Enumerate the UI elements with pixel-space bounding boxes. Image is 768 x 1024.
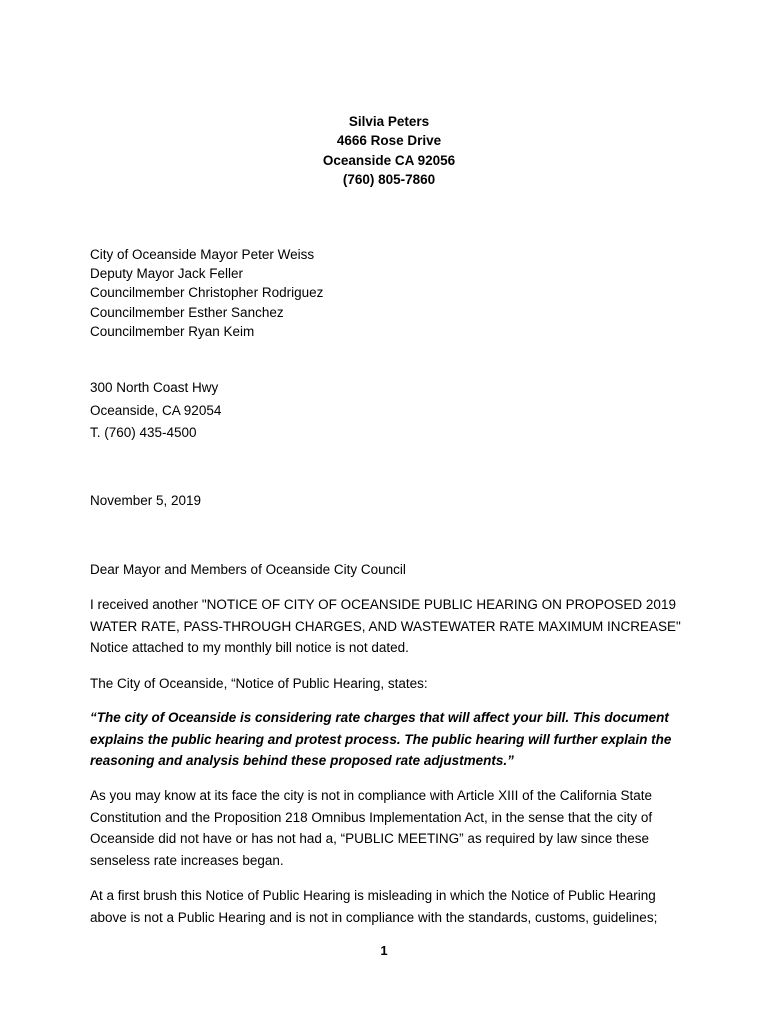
paragraph-line: At a first brush this Notice of Public Hearing is misleading in which the Notice of Public Hearing: [90, 888, 656, 903]
paragraph-notice-received: [90, 594, 690, 659]
recipient-line: City of Oceanside Mayor Peter Weiss: [90, 247, 315, 262]
paragraph-compliance: [90, 785, 690, 872]
paragraph-line: Oceanside did not have or has not had a, “PUBLIC MEETING” as required by law since these: [90, 831, 650, 847]
recipient-phone: T. (760) 435-4500: [90, 425, 197, 440]
quoted-notice: [90, 707, 690, 772]
sender-street: 4666 Rose Drive: [336, 133, 442, 149]
recipient-list: [90, 245, 690, 341]
quote-line: reasoning and analysis behind these proposed rate adjustments.”: [90, 753, 514, 769]
paragraph-misleading: [90, 885, 690, 928]
recipient-line: Councilmember Esther Sanchez: [90, 304, 284, 320]
paragraph-notice-states: [90, 673, 690, 695]
recipient-line: Councilmember Christopher Rodriguez: [90, 285, 324, 301]
recipient-address: [90, 377, 690, 445]
recipient-line: Councilmember Ryan Keim: [90, 323, 255, 339]
paragraph-line: As you may know at its face the city is not in compliance with Article XIII of the California State: [90, 788, 653, 803]
quote-line: explains the public hearing and protest process. The public hearing will further explain the: [90, 731, 672, 747]
recipient-city-line: Oceanside, CA 92054: [90, 402, 222, 418]
paragraph-line: The City of Oceanside, “Notice of Public Hearing, states:: [90, 676, 428, 691]
page-number: 1: [380, 943, 388, 958]
letter-date: November 5, 2019: [90, 493, 202, 508]
salutation: Dear Mayor and Members of Oceanside City Council: [90, 562, 406, 577]
paragraph-line: Constitution and the Proposition 218 Omnibus Implementation Act, in the sense that the city of: [90, 809, 653, 825]
paragraph-line: Notice attached to my monthly bill notice is not dated.: [90, 640, 409, 656]
paragraph-line: WATER RATE, PASS-THROUGH CHARGES, AND WASTEWATER RATE MAXIMUM INCREASE": [90, 618, 681, 634]
quote-line: “The city of Oceanside is considering rate charges that will affect your bill. This document: [90, 710, 669, 725]
sender-phone: (760) 805-7860: [342, 171, 436, 187]
paragraph-line: I received another "NOTICE OF CITY OF OCEANSIDE PUBLIC HEARING ON PROPOSED 2019: [90, 597, 676, 612]
recipient-street: 300 North Coast Hwy: [90, 380, 219, 395]
recipient-line: Deputy Mayor Jack Feller: [90, 266, 244, 282]
sender-name: Silvia Peters: [348, 114, 430, 129]
paragraph-line: above is not a Public Hearing and is not in compliance with the standards, customs, guidelines;: [90, 909, 658, 925]
sender-letterhead: [0, 112, 768, 189]
paragraph-line: senseless rate increases began.: [90, 853, 284, 869]
sender-city-line: Oceanside CA 92056: [322, 152, 456, 168]
